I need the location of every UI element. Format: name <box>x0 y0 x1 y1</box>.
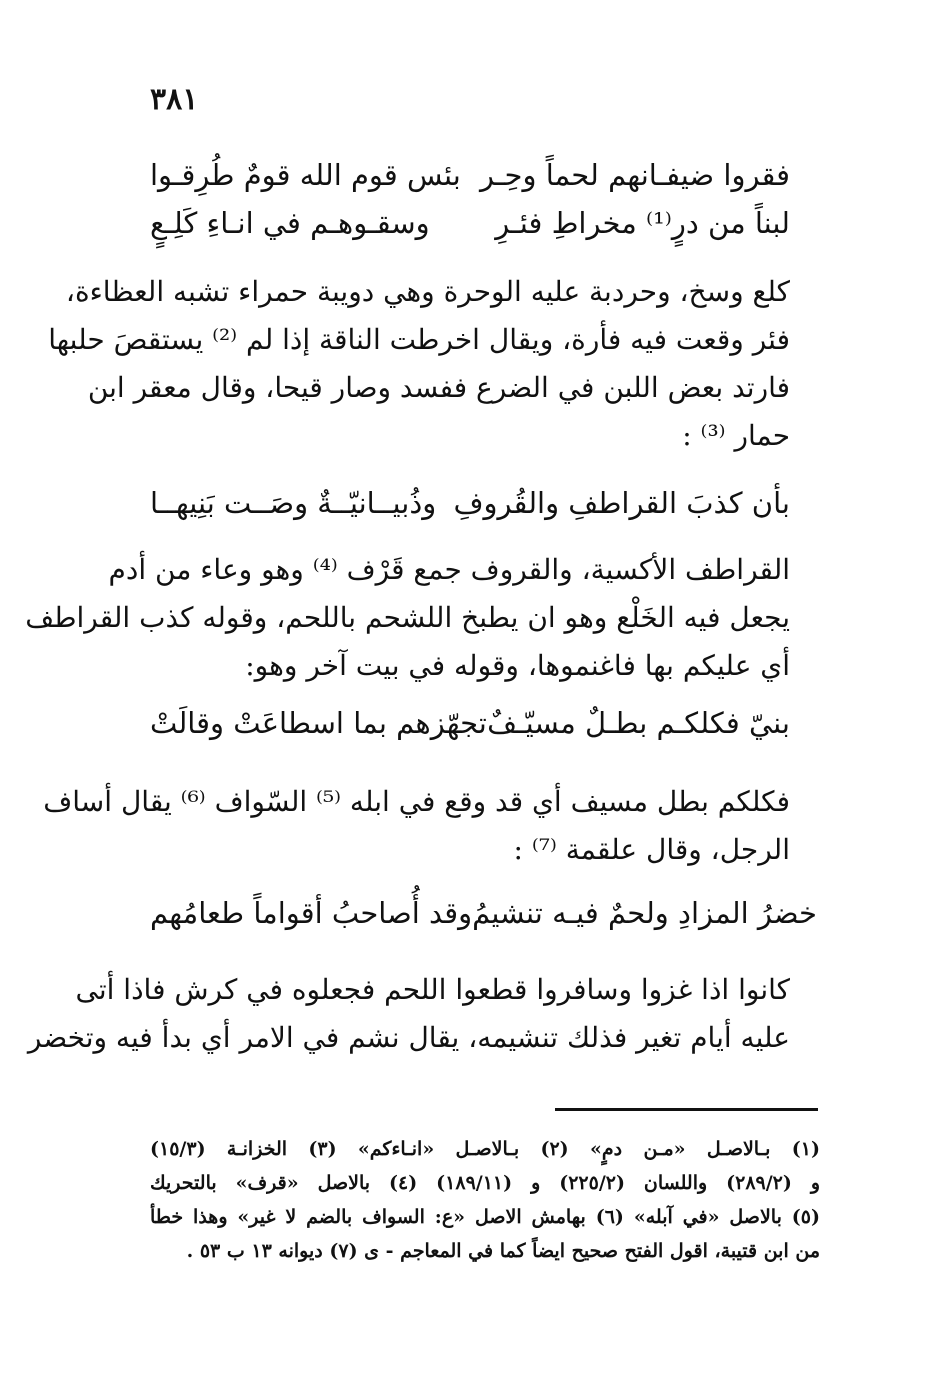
page-number: ٣٨١ <box>150 82 199 117</box>
verse-line <box>150 888 817 938</box>
paragraph <box>43 778 790 874</box>
verse-line <box>150 698 790 748</box>
paragraph <box>25 546 790 690</box>
verse-hemistich: وسقـوهـم في انـاءِ كَلِـعٍ <box>150 206 430 240</box>
text-line: أي عليكم بها فاغنموها، وقوله في بيت آخر وهو: <box>245 649 790 682</box>
verse-hemistich: بأن كذبَ القراطفِ والقُروفِ <box>453 486 790 520</box>
footnote-line: (٥) بالاصل «في آبله» (٦) بهامش الاصل «ع: السواف بالضم لا غير» وهذا خطأ <box>150 1206 820 1228</box>
footnote-divider <box>555 1108 818 1111</box>
text-line: الرجل، وقال علقمة ⁽⁷⁾ : <box>513 833 790 866</box>
footnote-line: (١) بـالاصـل «مـن دمٍ» (٢) بـالاصـل «انـاءكم» (٣) الخزانـة (١٥/٣) <box>150 1138 820 1160</box>
text-line: فكلكم بطل مسيف أي قد وقع في ابله ⁽⁵⁾ السّواف ⁽⁶⁾ يقال أساف <box>43 785 790 818</box>
text-line: كلع وسخ، وحردبة عليه الوحرة وهي دويبة حمراء تشبه العظاءة، <box>65 275 790 308</box>
verse-line <box>150 198 790 248</box>
footnote-line: من ابن قتيبة، اقول الفتح صحيح ايضاً كما في المعاجم - ى (٧) ديوانه ١٣ ب ٥٣ . <box>186 1240 820 1262</box>
paragraph <box>48 268 790 460</box>
verse-hemistich: وقد أُصاحبُ أقواماً طعامُهم <box>150 896 473 930</box>
text-line: عليه أيام تغير فذلك تنشيمه، يقال نشم في الامر أي بدأ فيه وتخضر <box>27 1021 790 1054</box>
verse-hemistich: فقروا ضيفـانهم لحماً وحِـر <box>480 158 790 192</box>
text-line: فارتد بعض اللبن في الضرع ففسد وصار قيحا، وقال معقر ابن <box>87 371 790 404</box>
verse-line <box>150 478 790 528</box>
text-line: حمار ⁽³⁾ : <box>682 419 790 452</box>
text-line: كانوا اذا غزوا وسافروا قطعوا اللحم فجعلوه في كرش فاذا أتى <box>75 973 790 1006</box>
verse-hemistich: خضرُ المزادِ ولحمٌ فيـه تنشيمُ <box>472 896 817 930</box>
text-line: فئر وقعت فيه فأرة، ويقال اخرطت الناقة إذا لم ⁽²⁾ يستقصَ حلبها <box>48 323 790 356</box>
verse-hemistich: لبناً من درٍ⁽¹⁾ مخراطِ فئـرِ <box>495 206 790 240</box>
paragraph <box>27 966 790 1062</box>
footnote-line: و (٢٨٩/٢) واللسان (٢٢٥/٢) و (١٨٩/١١) (٤) بالاصل «قرف» بالتحريك <box>150 1172 821 1194</box>
verse-hemistich: بنيّ فكلكـم بطـلٌ مسيّـفٌ <box>487 706 790 740</box>
verse-hemistich: بئس قوم الله قومٌ طُرِقـوا <box>150 158 461 192</box>
verse-line <box>150 150 790 200</box>
footnotes <box>150 1132 820 1268</box>
text-line: القراطف الأكسية، والقروف جمع قَرْف ⁽⁴⁾ وهو وعاء من أدم <box>108 553 790 586</box>
text-line: يجعل فيه الخَلْع وهو ان يطبخ اللشحم باللحم، وقوله كذب القراطف <box>25 601 790 634</box>
verse-hemistich: وذُبيــانيّــةٌ وصَــت بَنِيهــا <box>150 486 437 520</box>
verse-hemistich: تجهّزهم بما اسطاعَتْ وقالَتْ <box>150 706 487 740</box>
